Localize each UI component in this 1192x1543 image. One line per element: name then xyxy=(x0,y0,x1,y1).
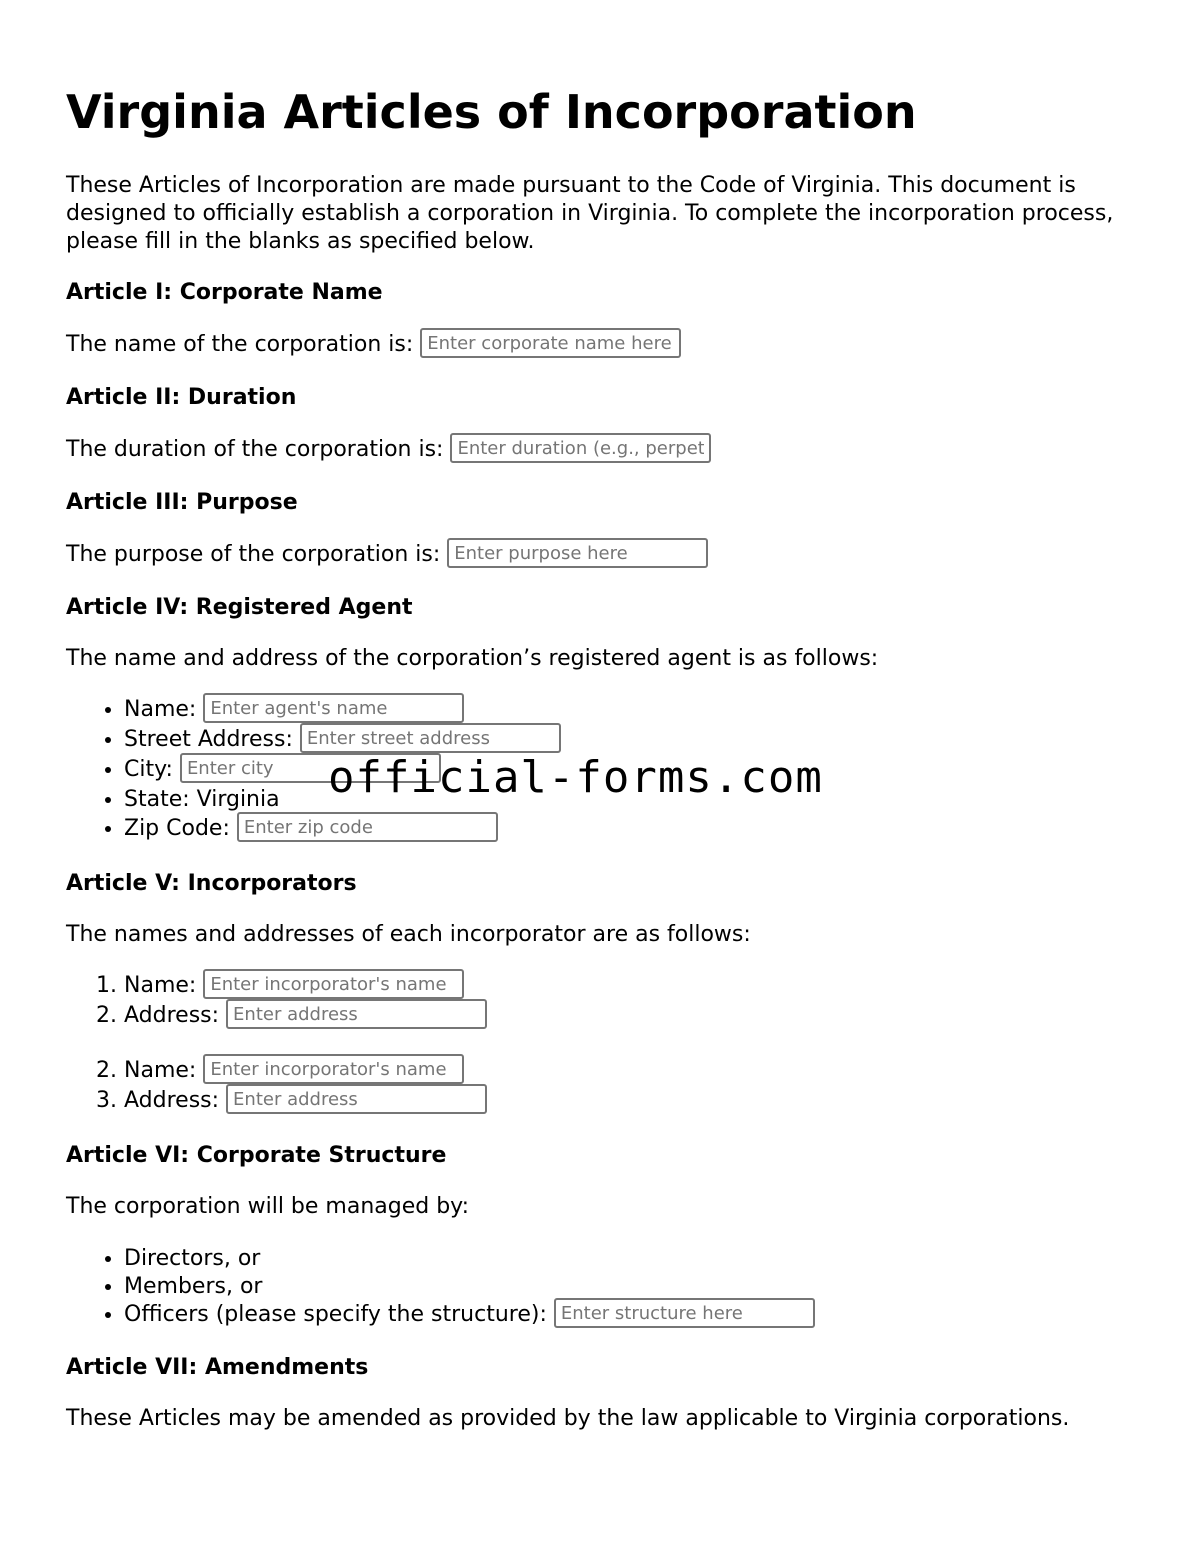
incorporator-2-list xyxy=(66,1056,487,1116)
article-5-heading: Article V: Incorporators xyxy=(66,871,357,896)
article-6-text: The corporation will be managed by: xyxy=(66,1194,470,1219)
incorporator-1-address-label: Address: xyxy=(124,1003,220,1028)
incorporator-1-name-input[interactable] xyxy=(203,969,464,999)
article-3-heading: Article III: Purpose xyxy=(66,490,298,515)
article-4-heading: Article IV: Registered Agent xyxy=(66,595,413,620)
agent-name-input[interactable] xyxy=(203,693,464,723)
incorporator-2-name-label: Name: xyxy=(124,1058,197,1083)
incorporator-2-address-label: Address: xyxy=(124,1088,220,1113)
intro-paragraph: These Articles of Incorporation are made pursuant to the Code of Virginia. This document is designed to officially establish a corporation in Virginia. To complete the incorporation process, please fill in the blanks as specified below. xyxy=(66,173,1114,254)
duration-input[interactable] xyxy=(450,433,711,463)
agent-zip-label: Zip Code: xyxy=(124,816,230,841)
list-item xyxy=(124,1245,815,1273)
corporate-name-input[interactable] xyxy=(420,328,681,358)
agent-name-label: Name: xyxy=(124,697,197,722)
article-3-text: The purpose of the corporation is: xyxy=(66,542,441,567)
article-3-line xyxy=(66,540,708,570)
purpose-input[interactable] xyxy=(447,538,708,568)
list-item xyxy=(124,1300,815,1330)
article-2-heading: Article II: Duration xyxy=(66,385,297,410)
agent-state-text: State: Virginia xyxy=(124,787,280,812)
agent-zip-input[interactable] xyxy=(237,812,498,842)
article-2-line xyxy=(66,435,711,465)
article-1-text: The name of the corporation is: xyxy=(66,332,414,357)
page-title: Virginia Articles of Incorporation xyxy=(66,85,917,139)
agent-street-label: Street Address: xyxy=(124,727,293,752)
article-1-line xyxy=(66,330,681,360)
structure-options-list xyxy=(66,1245,815,1330)
article-1-heading: Article I: Corporate Name xyxy=(66,280,383,305)
list-item xyxy=(124,1086,487,1116)
article-7-text: These Articles may be amended as provided by the law applicable to Virginia corporations. xyxy=(66,1406,1070,1431)
list-item xyxy=(124,1001,487,1031)
article-4-text: The name and address of the corporation’s registered agent is as follows: xyxy=(66,646,879,671)
agent-city-label: City: xyxy=(124,757,173,782)
list-item xyxy=(124,725,561,755)
agent-street-input[interactable] xyxy=(300,723,561,753)
structure-option-members: Members, or xyxy=(124,1273,263,1299)
list-item xyxy=(124,1273,815,1301)
list-item xyxy=(124,695,561,725)
incorporator-1-list xyxy=(66,971,487,1031)
incorporator-1-name-label: Name: xyxy=(124,973,197,998)
incorporator-2-address-input[interactable] xyxy=(226,1084,487,1114)
structure-input[interactable] xyxy=(554,1298,815,1328)
list-item xyxy=(124,814,561,844)
list-item xyxy=(124,971,487,1001)
incorporator-1-address-input[interactable] xyxy=(226,999,487,1029)
structure-option-directors: Directors, or xyxy=(124,1246,261,1271)
incorporator-2-name-input[interactable] xyxy=(203,1054,464,1084)
watermark: official-forms.com xyxy=(328,752,823,803)
article-6-heading: Article VI: Corporate Structure xyxy=(66,1143,447,1168)
structure-option-officers: Officers (please specify the structure): xyxy=(124,1302,547,1327)
article-7-heading: Article VII: Amendments xyxy=(66,1355,369,1380)
article-2-text: The duration of the corporation is: xyxy=(66,437,444,462)
list-item xyxy=(124,1056,487,1086)
article-5-text: The names and addresses of each incorporator are as follows: xyxy=(66,922,751,947)
